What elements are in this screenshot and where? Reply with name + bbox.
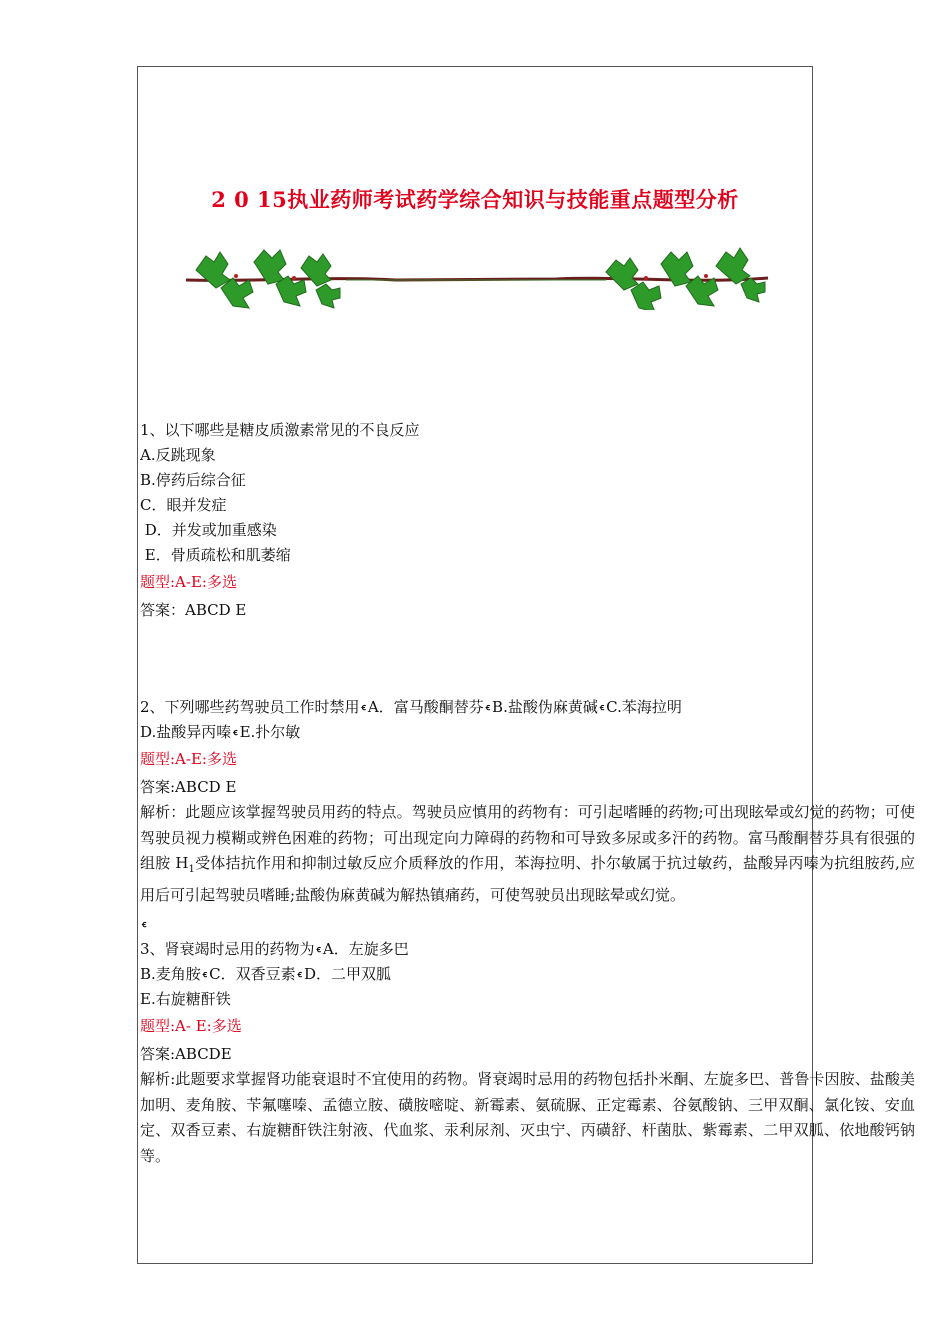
question-1-option-c: C．眼并发症 xyxy=(140,496,227,514)
question-2-type: 题型:A-E:多选 xyxy=(140,750,237,768)
question-3-option-b: B.麦角胺 xyxy=(140,965,201,983)
document-body xyxy=(140,418,915,1169)
inline-marker-icon: ꞓ xyxy=(599,702,605,713)
question-1-option-d: D．并发或加重感染 xyxy=(140,521,277,539)
question-2-stem-line xyxy=(140,695,915,720)
question-3-option-e: E.右旋糖酐铁 xyxy=(140,990,231,1008)
question-1-type: 题型:A-E:多选 xyxy=(140,573,237,591)
question-1-option-a: A.反跳现象 xyxy=(140,446,216,464)
marker-line xyxy=(140,912,915,937)
question-2-stem: 2、下列哪些药驾驶员工作时禁用 xyxy=(140,698,360,716)
spacer xyxy=(140,623,915,695)
question-3-analysis: 解析:此题要求掌握肾功能衰退时不宜使用的药物。肾衰竭时忌用的药物包括扑米酮、左旋多巴、普鲁卡因胺、盐酸美加明、麦角胺、苄氟噻嗪、孟德立胺、磺胺嘧啶、新霉素、氨硫脲、正定霉素、谷氨酸钠、三甲双酮、氯化铵、安血定、双香豆素、右旋糖酐铁注射液、代血浆、汞利尿剂、灭虫宁、丙磺舒、杆菌肽、紫霉素、二甲双胍、依地酸钙钠等。 xyxy=(140,1070,915,1165)
inline-marker-icon: ꞓ xyxy=(202,969,208,980)
inline-marker-icon: ꞓ xyxy=(485,702,491,713)
question-3-options-line xyxy=(140,962,915,987)
vine-divider-image xyxy=(176,240,776,310)
inline-marker-icon: ꞓ xyxy=(316,944,321,955)
question-2-analysis-text-cont: 受体拮抗作用和抑制过敏反应介质释放的作用，苯海拉明、扑尔敏属于抗过敏药，盐酸异丙嗪为抗组胺药,应用后可引起驾驶员嗜睡;盐酸伪麻黄碱为解热镇痛药，可使驾驶员出现眩晕或幻觉。 xyxy=(140,854,915,904)
question-3-stem-line xyxy=(140,937,915,962)
question-2-answer: 答案:ABCD E xyxy=(140,778,237,796)
question-1-answer: 答案：ABCD E xyxy=(140,601,247,619)
question-2-option-a: A．富马酸酮替芬 xyxy=(367,698,484,716)
inline-marker-icon: ꞓ xyxy=(361,702,366,713)
question-1-stem: 1、以下哪些是糖皮质激素常见的不良反应 xyxy=(140,421,420,439)
subscript: 1 xyxy=(188,864,195,875)
question-3-type: 题型:A- E:多选 xyxy=(140,1017,242,1035)
question-2-option-d: D.盐酸异丙嗪 xyxy=(140,723,232,741)
question-2-option-e: E.扑尔敏 xyxy=(239,723,301,741)
inline-marker-icon: ꞓ xyxy=(142,919,147,930)
question-3-option-a: A．左旋多巴 xyxy=(322,940,409,958)
inline-marker-icon: ꞓ xyxy=(297,969,302,980)
inline-marker-icon: ꞓ xyxy=(233,727,238,738)
question-2-options-line xyxy=(140,720,915,745)
question-2-analysis xyxy=(140,800,915,908)
question-3-answer: 答案:ABCDE xyxy=(140,1045,232,1063)
question-2-analysis-text: 解析：此题应该掌握驾驶员用药的特点。驾驶员应慎用的药物有：可引起嗜睡的药物;可出现眩晕或幻觉的药物；可使驾驶员视力模糊或辨色困难的药物；可出现定向力障碍的药物和可导致多尿或多汗的药物。富马酸酮替芬具有很强的组胺 H xyxy=(140,803,915,872)
document-title: 2 0 15执业药师考试药学综合知识与技能重点题型分析 xyxy=(211,187,739,212)
question-1-option-e: E．骨质疏松和肌萎缩 xyxy=(140,546,291,564)
question-2-option-c: C.苯海拉明 xyxy=(606,698,682,716)
question-1-option-b: B.停药后综合征 xyxy=(140,471,246,489)
question-3-option-d: D．二甲双胍 xyxy=(303,965,391,983)
question-2-option-b: B.盐酸伪麻黄碱 xyxy=(492,698,598,716)
question-3-stem: 3、肾衰竭时忌用的药物为 xyxy=(140,940,315,958)
question-3-option-c: C．双香豆素 xyxy=(209,965,296,983)
